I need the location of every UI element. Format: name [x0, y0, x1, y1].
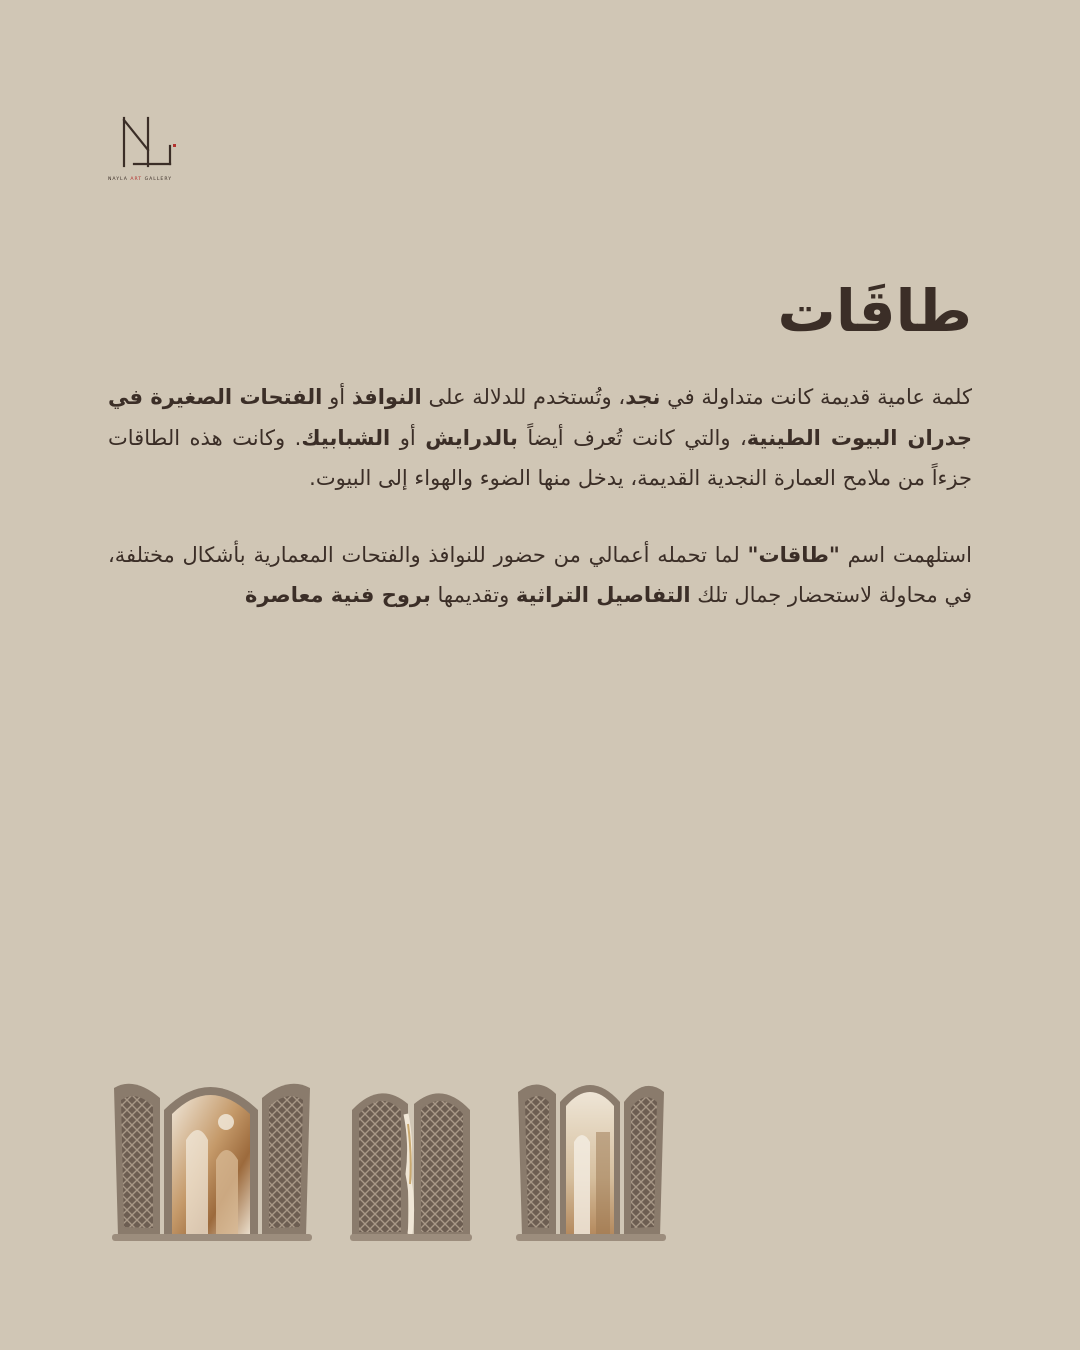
text-segment: أو — [322, 385, 352, 409]
bold-segment: التفاصيل التراثية — [515, 583, 691, 607]
text-segment: . وكانت هذه الطاقات جزءاً من ملامح العمارة النجدية القديمة، يدخل منها الضوء والهواء إلى البيوت. — [108, 425, 972, 490]
text-segment: وتقديمها — [430, 583, 516, 607]
text-segment: لما تحمله أعمالي من حضور للنوافذ والفتحات المعمارية بأشكال مختلفة، في محاولة لاستحضار جمال تلك — [108, 542, 972, 607]
logo-name: NAYLA — [108, 177, 128, 182]
window-artwork-closed-icon — [350, 1084, 472, 1242]
bold-segment: نجد — [625, 385, 661, 409]
text-segment: كلمة عامية قديمة كانت متداولة في — [660, 385, 972, 409]
text-segment: أو — [390, 425, 426, 450]
bold-segment: بروح فنية معاصرة — [244, 583, 431, 607]
article-body — [108, 377, 972, 616]
text-segment: ، والتي كانت تُعرف أيضاً — [517, 425, 747, 450]
paragraph-inspiration — [108, 535, 972, 616]
window-artwork-open-icon — [112, 1070, 312, 1242]
bold-segment: النوافذ — [351, 385, 422, 409]
window-artwork-half-open-icon — [516, 1072, 666, 1242]
text-segment: استلهمت اسم — [839, 542, 972, 567]
bold-segment: "طاقات" — [747, 542, 840, 567]
bold-segment: بالدرايش — [425, 425, 518, 450]
bold-segment: الفتحات الصغيرة في جدران البيوت الطينية — [108, 385, 972, 450]
logo-suffix: GALLERY — [144, 177, 173, 182]
logo-monogram-icon — [120, 116, 178, 172]
logo-accent-word: ART — [130, 177, 143, 182]
text-segment: ، وتُستخدم للدلالة على — [421, 385, 626, 409]
page-title: طاقَات — [777, 277, 972, 345]
logo-wordmark — [108, 177, 194, 182]
paragraph-intro — [108, 377, 972, 499]
bold-segment: الشبابيك — [301, 425, 391, 450]
gallery-logo — [108, 116, 194, 188]
artwork-windows — [108, 1070, 668, 1248]
